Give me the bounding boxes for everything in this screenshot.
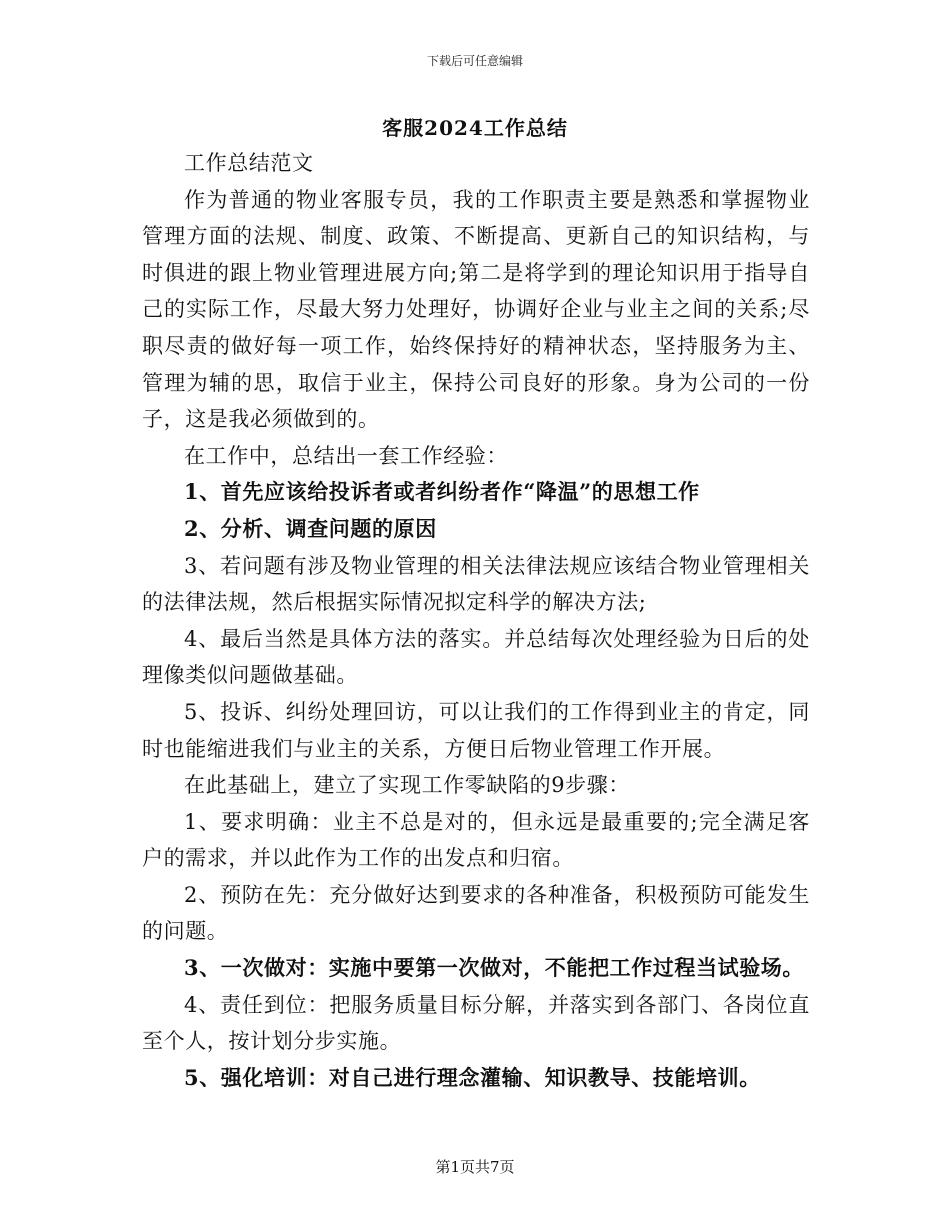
paragraph-steps-lead: 在此基础上，建立了实现工作零缺陷的9步骤： (184, 773, 630, 798)
paragraph-step-1: 1、要求明确：业主不总是对的，但永远是最重要的;完全满足客户的需求，并以此作为工作的出发点和归宿。 (142, 809, 810, 871)
paragraph-experience-3: 3、若问题有涉及物业管理的相关法律法规应该结合物业管理相关的法律法规，然后根据实际情况拟定科学的解决方法; (142, 553, 810, 615)
paragraph-step-4: 4、责任到位：把服务质量目标分解，并落实到各部门、各岗位直至个人，按计划分步实施。 (142, 992, 810, 1054)
document-body (142, 145, 810, 1096)
paragraph-intro: 作为普通的物业客服专员，我的工作职责主要是熟悉和掌握物业管理方面的法规、制度、政策、不断提高、更新自己的知识结构，与时俱进的跟上物业管理进展方向;第二是将学到的理论知识用于指导自己的实际工作，尽最大努力处理好，协调好企业与业主之间的关系;尽职尽责的做好每一项工作，始终保持好的精神状态，坚持服务为主、管理为辅的思，取信于业主，保持公司良好的形象。身为公司的一份子，这是我必须做到的。 (142, 187, 810, 432)
paragraph-experience-lead: 在工作中，总结出一套工作经验： (184, 443, 508, 468)
paragraph-experience-4: 4、最后当然是具体方法的落实。并总结每次处理经验为日后的处理像类似问题做基础。 (142, 626, 810, 688)
document-title: 客服2024工作总结 (382, 116, 568, 140)
paragraph-step-3: 3、一次做对：实施中要第一次做对，不能把工作过程当试验场。 (184, 955, 805, 981)
header-note: 下载后可任意编辑 (426, 54, 523, 68)
paragraph-experience-2: 2、分析、调查问题的原因 (184, 515, 437, 541)
paragraph-experience-1: 1、首先应该给投诉者或者纠纷者作“降温”的思想工作 (184, 479, 700, 505)
paragraph-subtitle: 工作总结范文 (184, 151, 314, 175)
paragraph-experience-5: 5、投诉、纠纷处理回访，可以让我们的工作得到业主的肯定，同时也能缩进我们与业主的关系，方便日后物业管理工作开展。 (142, 699, 810, 761)
page-number: 第1页共7页 (435, 1158, 515, 1176)
paragraph-step-2: 2、预防在先：充分做好达到要求的各种准备，积极预防可能发生的问题。 (142, 882, 810, 944)
paragraph-step-5: 5、强化培训：对自己进行理念灌输、知识教导、技能培训。 (184, 1064, 761, 1090)
